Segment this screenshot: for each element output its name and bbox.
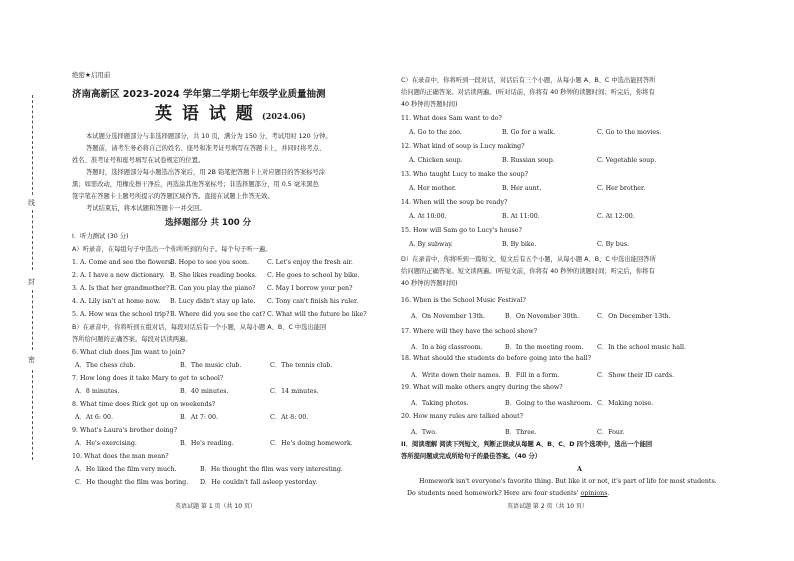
part-instruction: D）在录音中，你将听到一篇短文，短文后有五个小题，从每小题 A、B、C 中选出能回答所 xyxy=(401,256,656,263)
binding-dashed-line xyxy=(32,290,33,350)
exam-date: (2024.06) xyxy=(262,111,306,121)
passage-text: Homework isn't everyone's favorite thing. But like it or not, it's part of life for most students. xyxy=(419,478,717,485)
instruction-line: 答题前，请考生务必将自己的姓名、座号和准考证号填写在答题卡上，并同时将考点、 xyxy=(86,145,326,152)
option-c: C. Let's enjoy the fresh air. xyxy=(267,259,353,266)
question-2: 2. A. I have a new dictionary. xyxy=(72,272,165,279)
binding-label-secret: 密 xyxy=(28,356,35,364)
option-c: C．On December 13th. xyxy=(597,313,671,320)
part-heading: II．阅读理解 阅读下列短文，判断正误或从每题 A、B、C、D 四个选项中，选出一个能回 xyxy=(401,441,653,448)
option-a: A．On November 13th. xyxy=(411,313,485,320)
option-a: A．At 6: 00. xyxy=(75,414,113,421)
binding-label-line: 线 xyxy=(28,199,35,207)
option-b: B．40 minutes. xyxy=(180,388,229,395)
option-b: B. Where did you see the cat? xyxy=(170,311,266,318)
option-c: C. Tony can't finish his ruler. xyxy=(267,298,359,305)
option-a: A．The chess club. xyxy=(75,362,136,369)
option-b: B. At 11:00. xyxy=(502,213,540,220)
question-17: 17. Where will they have the school show? xyxy=(401,328,537,335)
question-14: 14. When will the soup be ready? xyxy=(401,199,508,206)
question-18: 18. What should the students do before going into the hall? xyxy=(401,355,592,362)
option-c: C. Vegetable soup. xyxy=(597,157,657,164)
option-b: B. By bike. xyxy=(502,241,537,248)
page-footer: 英语试题 第 2 页（共 10 页） xyxy=(507,503,588,510)
question-10: 10. What does the man mean? xyxy=(72,453,169,460)
option-c: C．He's doing homework. xyxy=(270,440,353,447)
question-20: 20. How many rules are talked about? xyxy=(401,413,523,420)
part-instruction: 给问题的正确答案。对话读两遍。(听对话前，你将有 40 秒钟的读题时间；听完后，你将有 xyxy=(401,89,655,96)
binding-dashed-line xyxy=(32,370,33,460)
question-6: 6. What club does Jim want to join? xyxy=(72,349,185,356)
part-instruction: 40 秒钟的答题时间) xyxy=(401,101,458,108)
instruction-line: 考试结束后，将本试题和答题卡一并交回。 xyxy=(86,205,206,212)
part-instruction: 给问题的正确答案。短文读两遍。(听短文前，你将有 40 秒钟的读题时间；听完后，你将有 xyxy=(401,268,655,275)
question-13: 13. Who taught Lucy to make the soup? xyxy=(401,171,529,178)
option-c: C．At 8: 00. xyxy=(270,414,309,421)
option-a: A. Go to the zoo. xyxy=(409,129,462,136)
option-c: C．14 minutes. xyxy=(270,388,319,395)
instruction-line: 姓名、准考证号和座号填写在试卷规定的位置。 xyxy=(72,157,205,164)
option-c: C. Go to the movies. xyxy=(597,129,662,136)
option-c: C．He thought the film was boring. xyxy=(75,479,189,486)
exam-school-title: 济南高新区 2023-2024 学年第二学期七年级学业质量抽测 xyxy=(72,89,326,100)
question-5: 5. A. How was the school trip? xyxy=(72,311,170,318)
page-footer: 英语试题 第 1 页（共 10 页） xyxy=(175,503,256,510)
exam-page-2 xyxy=(397,0,794,561)
question-12: 12. What kind of soup is Lucy making? xyxy=(401,143,525,150)
option-b: B．Three. xyxy=(505,429,537,436)
instruction-line: 答题时，选择题部分每小题选出答案后，用 2B 铅笔把答题卡上对应题目的答案标号涂 xyxy=(86,169,326,176)
question-3: 3. A. Is that her grandmother? xyxy=(72,285,170,292)
option-b: B. Can you play the piano? xyxy=(170,285,256,292)
option-c: C. What will the future be like? xyxy=(267,311,367,318)
question-11: 11. What does Sam want to do? xyxy=(401,115,502,122)
option-a: A．Two. xyxy=(411,429,437,436)
option-b: B．At 7: 00. xyxy=(180,414,219,421)
option-a: A. By subway. xyxy=(409,241,453,248)
question-19: 19. What will make others angry during the show? xyxy=(401,384,563,391)
question-15: 15. How will Sam go to Lucy's house? xyxy=(401,227,522,234)
question-9: 9. What's Laura's brother doing? xyxy=(72,427,177,434)
option-b: B. Go for a walk. xyxy=(502,129,556,136)
part-instruction: B）在录音中，你将听到五组对话，每段对话后有一个小题，从每小题 A、B、C 中选出能回 xyxy=(72,324,327,331)
option-a: A．In a big classroom. xyxy=(411,344,483,351)
option-a: A．8 minutes. xyxy=(75,388,120,395)
question-7: 7. How long does it take Mary to get to school? xyxy=(72,375,224,382)
option-b: B．On November 30th. xyxy=(505,313,580,320)
option-c: C. By bus. xyxy=(597,241,630,248)
option-b: B. Lucy didn't stay up late. xyxy=(170,298,256,305)
option-a: A. At 10:00. xyxy=(409,213,447,220)
option-b: B．The music club. xyxy=(180,362,242,369)
question-16: 16. When is the School Music Festival? xyxy=(401,297,526,304)
instruction-line: 签字笔在答题卡上题号所提示的答题区域作答。直接在试题上作答无效。 xyxy=(72,193,274,200)
question-8: 8. What time does Rick get up on weekends? xyxy=(72,401,216,408)
option-c: C．The tennis club. xyxy=(270,362,333,369)
option-a: A. Chicken soup. xyxy=(409,157,463,164)
page-title: 英 语 试 题 xyxy=(155,104,255,124)
option-c: C. He goes to school by bike. xyxy=(267,272,360,279)
option-c: C．Four. xyxy=(597,429,625,436)
option-c: C. May I borrow your pen? xyxy=(267,285,353,292)
part-heading: I．听力测试 (30 分) xyxy=(72,233,129,240)
part-instruction: C）在录音中，你将听到一段对话，对话后有三个小题，从每小题 A、B、C 中选出能回答所 xyxy=(401,77,656,84)
part-instruction: 40 秒钟的答题时间) xyxy=(401,280,458,287)
option-a: A．Taking photos. xyxy=(411,400,469,407)
part-instruction: A）听录音，在每组句子中选出一个你所听到的句子。每个句子听一遍。 xyxy=(72,246,272,253)
option-b: B．He thought the film was very interesting. xyxy=(200,466,343,473)
instruction-line: 本试题分选择题部分与非选择题部分，共 10 页，满分为 150 分，考试用时 120 分钟。 xyxy=(86,133,332,140)
binding-dashed-line xyxy=(32,95,33,195)
binding-margin xyxy=(0,0,58,561)
option-a: A. Her mother. xyxy=(409,185,457,192)
option-c: C. Her brother. xyxy=(597,185,646,192)
option-a: A．Write down their names. xyxy=(411,372,501,379)
option-c: C．Making noise. xyxy=(597,400,654,407)
secret-label: 绝密★启用前 xyxy=(72,71,111,79)
option-b: B．He's reading. xyxy=(180,440,234,447)
option-b: B. Hope to see you soon. xyxy=(170,259,249,266)
option-b: B. Her aunt. xyxy=(502,185,542,192)
option-a: A．He liked the film very much. xyxy=(75,466,177,473)
instruction-line: 黑；如需改动，用橡皮擦干净后，再选涂其他答案标号；非选择题部分，用 0.5 毫米黑色 xyxy=(72,181,320,188)
passage-label: A xyxy=(577,466,582,473)
option-c: C．In the school music hall. xyxy=(597,344,687,351)
passage-text: Do students need homework? Here are four students' opinions. xyxy=(407,490,610,497)
option-d: D．He couldn't fall asleep yesterday. xyxy=(200,479,318,486)
option-b: B．Fill in a form. xyxy=(505,372,560,379)
option-b: B. Russian soup. xyxy=(502,157,555,164)
option-b: B．In the meeting room. xyxy=(505,344,584,351)
option-b: B．Going to the washroom. xyxy=(505,400,593,407)
question-1: 1. A. Come and see the flowers. xyxy=(72,259,174,266)
binding-label-seal: 封 xyxy=(28,278,35,286)
section-heading: 选择题部分 共 100 分 xyxy=(165,218,252,228)
part-heading: 答所提问题或完成所给句子的最佳答案。（40 分） xyxy=(401,453,542,460)
question-4: 4. A. Lily isn't at home now. xyxy=(72,298,161,305)
option-c: C．Show their ID cards. xyxy=(597,372,675,379)
option-a: A．He's exercising. xyxy=(75,440,137,447)
part-instruction: 答所给问题的正确答案。每段对话读两遍。 xyxy=(72,336,192,343)
binding-dashed-line xyxy=(32,210,33,270)
option-b: B. She likes reading books. xyxy=(170,272,257,279)
option-c: C. At 12:00. xyxy=(597,213,635,220)
